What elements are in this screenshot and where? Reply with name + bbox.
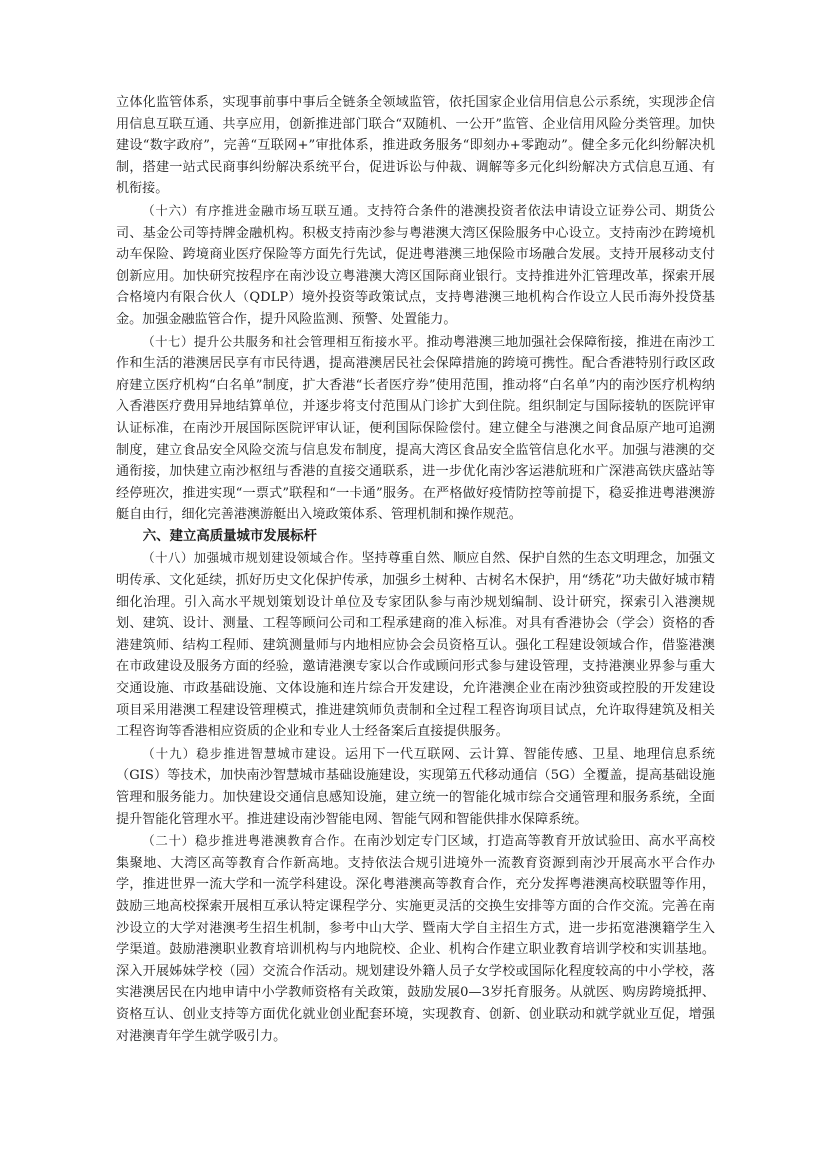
paragraph-18: [116, 547, 715, 742]
heading-18: （十八）加强城市规划建设领域合作。: [142, 550, 362, 566]
heading-20: （二十）稳步推进粤港澳教育合作。: [142, 833, 354, 849]
section-6-heading: 六、建立高质量城市发展标杆: [142, 528, 317, 544]
paragraph-20: [116, 830, 715, 1047]
paragraph-continuation: 立体化监管体系，实现事前事中事后全链条全领域监管，依托国家企业信用信息公示系统，实现涉企信用信息互联互通、共享应用，创新推进部门联合“双随机、一公开”监管、企业信用风险分类管理。加快建设“数字政府”，完善“互联网+”审批体系，推进政务服务“即刻办+零跑动”。健全多元化纠纷解决机制，搭建一站式民商事纠纷解决系统平台，促进诉讼与仲裁、调解等多元化纠纷解决方式信息互通、有机衔接。: [116, 95, 715, 197]
body-18: 坚持尊重自然、顺应自然、保护自然的生态文明理念，加强文明传承、文化延续，抓好历史文化保护传承，加强乡土树种、古树名木保护，用“绣花”功夫做好城市精细化治理。引入高水平规划策划设计单位及专家团队参与南沙规划编制、设计研究，探索引入港澳规划、建筑、设计、测量、工程等顾问公司和工程承建商的准入标准。对具有香港协会（学会）资格的香港建筑师、结构工程师、建筑测量师与内地相应协会会员资格互认。强化工程建设领域合作，借鉴港澳在市政建设及服务方面的经验，邀请港澳专家以合作或顾问形式参与建设管理，支持港澳业界参与重大交通设施、市政基础设施、文体设施和连片综合开发建设，允许港澳企业在南沙独资或控股的开发建设项目采用港澳工程建设管理模式，推进建筑师负责制和全过程工程咨询项目试点，允许取得建筑及相关工程咨询等香港相应资质的企业和专业人士经备案后直接提供服务。: [116, 551, 716, 740]
heading-19: （十九）稳步推进智慧城市建设。: [142, 745, 346, 761]
body-20: 在南沙划定专门区域，打造高等教育开放试验田、高水平高校集聚地、大湾区高等教育合作新高地。支持依法合规引进境外一流教育资源到南沙开展高水平合作办学，推进世界一流大学和一流学科建设。深化粤港澳高等教育合作，充分发挥粤港澳高校联盟等作用，鼓励三地高校探索开展相互承认特定课程学分、实施更灵活的交换生安排等方面的合作交流。完善在南沙设立的大学对港澳考生招生机制，参考中山大学、暨南大学自主招生方式，进一步拓宽港澳籍学生入学渠道。鼓励港澳职业教育培训机构与内地院校、企业、机构合作建立职业教育培训学校和实训基地。深入开展姊妹学校（园）交流合作活动。规划建设外籍人员子女学校或国际化程度较高的中小学校，落实港澳居民在内地申请中小学教师资格有关政策，鼓励发展0—3岁托育服务。从就医、购房跨境抵押、资格互认、创业支持等方面优化就业创业配套环境，实现教育、创新、创业联动和就学就业互促，增强对港澳青年学生就学吸引力。: [116, 834, 716, 1044]
paragraph-17: [116, 331, 715, 526]
body-17: 推动粤港澳三地加强社会保障衔接，推进在南沙工作和生活的港澳居民享有市民待遇，提高港澳居民社会保障措施的跨境可携性。配合香港特别行政区政府建立医疗机构“白名单”制度，扩大香港“长者医疗券”使用范围，推动将“白名单”内的南沙医疗机构纳入香港医疗费用异地结算单位，并逐步将支付范围从门诊扩大到住院。组织制定与国际接轨的医院评审认证标准，在南沙开展国际医院评审认证，便利国际保险偿付。建立健全与港澳之间食品原产地可追溯制度，建立食品安全风险交流与信息发布制度，提高大湾区食品安全监管信息化水平。加强与港澳的交通衔接，加快建立南沙枢纽与香港的直接交通联系，进一步优化南沙客运港航班和广深港高铁庆盛站等经停班次，推进实现“一票式”联程和“一卡通”服务。在严格做好疫情防控等前提下，稳妥推进粤港澳游艇自由行，细化完善港澳游艇出入境政策体系、管理机制和操作规范。: [116, 334, 716, 523]
body-16: 支持符合条件的港澳投资者依法申请设立证券公司、期货公司、基金公司等持牌金融机构。积极支持南沙参与粤港澳大湾区保险服务中心设立。支持南沙在跨境机动车保险、跨境商业医疗保险等方面先行先试，促进粤港澳三地保险市场融合发展。支持开展移动支付创新应用。加快研究按程序在南沙设立粤港澳大湾区国际商业银行。支持推进外汇管理改革，探索开展合格境内有限合伙人（QDLP）境外投资等政策试点，支持粤港澳三地机构合作设立人民币海外投贷基金。加强金融监管合作，提升风险监测、预警、处置能力。: [116, 203, 716, 327]
body-19: 运用下一代互联网、云计算、智能传感、卫星、地理信息系统（GIS）等技术，加快南沙智慧城市基础设施建设，实现第五代移动通信（5G）全覆盖，提高基础设施管理和服务能力。加快建设交通信息感知设施，建立统一的智能化城市综合交通管理和服务系统，全面提升智能化管理水平。推进建设南沙智能电网、智能气网和智能供排水保障系统。: [116, 746, 715, 827]
heading-16: （十六）有序推进金融市场互联互通。: [142, 202, 367, 218]
heading-17: （十七）提升公共服务和社会管理相互衔接水平。: [142, 333, 427, 349]
paragraph-16: [116, 200, 715, 331]
paragraph-19: [116, 743, 715, 830]
